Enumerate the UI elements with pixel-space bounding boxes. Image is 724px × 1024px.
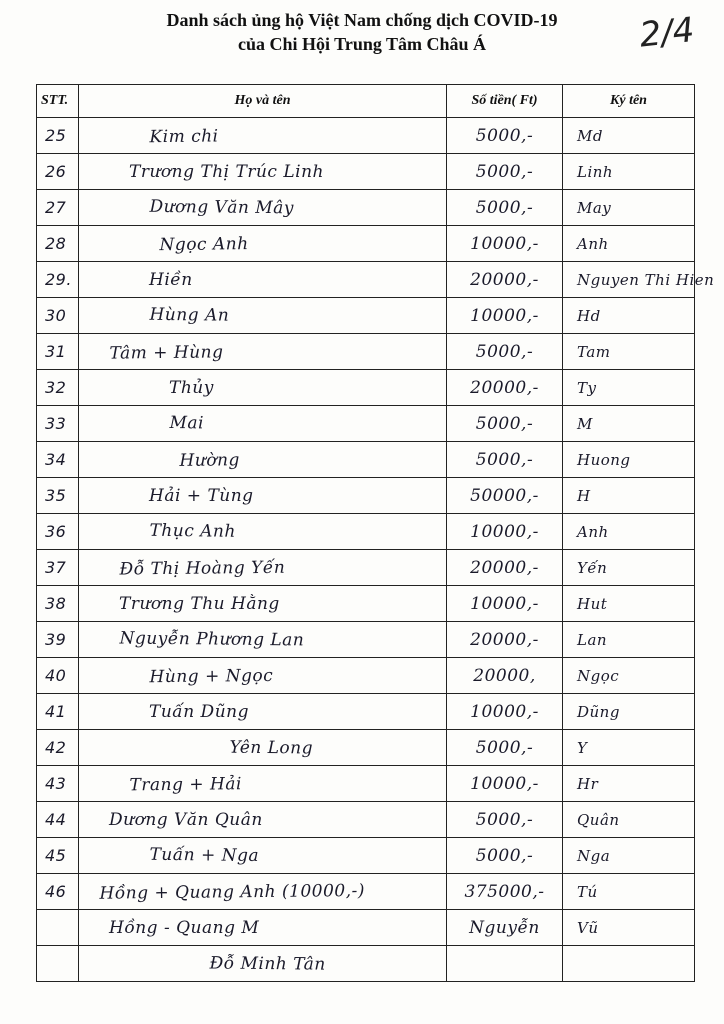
donation-amount: 5000,- <box>447 406 563 442</box>
donation-amount: 5000,- <box>447 154 563 190</box>
column-header-name: Họ và tên <box>79 85 447 118</box>
donor-name: Thục Anh <box>78 512 446 552</box>
row-number: 43 <box>37 766 79 802</box>
document-title <box>0 8 724 56</box>
table-row <box>37 370 695 406</box>
signature: Huong <box>563 442 695 478</box>
signature: May <box>563 190 695 226</box>
table-row <box>37 514 695 550</box>
table-row <box>37 190 695 226</box>
row-number: 42 <box>37 730 79 766</box>
donation-table <box>36 84 715 982</box>
table-row <box>37 154 695 190</box>
column-header-signature: Ký tên <box>563 85 695 118</box>
donation-amount: 5000,- <box>447 442 563 478</box>
donation-amount: 5000,- <box>447 838 563 874</box>
row-number: 46 <box>37 874 79 910</box>
donor-name: Dương Văn Quân <box>79 802 447 838</box>
signature: H <box>563 478 695 514</box>
row-number: 30 <box>37 298 79 334</box>
table-row <box>37 622 695 658</box>
donor-name: Tuấn + Nga <box>78 836 446 876</box>
signature: Md <box>563 118 695 154</box>
signature: Anh <box>563 226 695 262</box>
donation-amount: 20000, <box>447 658 563 694</box>
table-row <box>37 802 695 838</box>
donation-amount: 5000,- <box>447 190 563 226</box>
signature: Tú <box>563 874 695 910</box>
table-row <box>37 334 695 370</box>
table-row <box>37 766 695 802</box>
table-row <box>37 838 695 874</box>
table-row <box>37 406 695 442</box>
signature: Tam <box>563 334 695 370</box>
donor-name: Tâm + Hùng <box>78 332 446 372</box>
donor-name: Trang + Hải <box>78 764 446 804</box>
title-line-1: Danh sách ủng hộ Việt Nam chống dịch COVID-19 <box>166 10 558 30</box>
table-row <box>37 262 695 298</box>
donor-name: Thủy <box>79 370 447 406</box>
signature: Hut <box>563 586 695 622</box>
signature: Quân <box>563 802 695 838</box>
signature: Lan <box>563 622 695 658</box>
signature: Dũng <box>563 694 695 730</box>
row-number: 44 <box>37 802 79 838</box>
signature: Linh <box>563 154 695 190</box>
table-row <box>37 298 695 334</box>
title-line-2: của Chi Hội Trung Tâm Châu Á <box>237 34 487 54</box>
donor-name: Đỗ Minh Tân <box>78 944 446 984</box>
row-number: 26 <box>37 154 79 190</box>
donor-name: Hồng + Quang Anh (10000,-) <box>78 872 446 912</box>
signature: Anh <box>563 514 695 550</box>
donor-name: Yên Long <box>78 728 446 768</box>
donor-name: Hồng - Quang M <box>79 910 447 946</box>
donation-amount: 20000,- <box>447 550 563 586</box>
table-row <box>37 550 695 586</box>
row-number: 34 <box>37 442 79 478</box>
signature: Hr <box>563 766 695 802</box>
donation-amount <box>447 946 563 982</box>
table-row <box>37 946 695 982</box>
signature: Y <box>563 730 695 766</box>
donor-name: Hiền <box>79 262 447 298</box>
signature: Vũ <box>563 910 695 946</box>
donation-amount: Nguyễn <box>447 910 563 946</box>
row-number: 40 <box>37 658 79 694</box>
donation-amount: 10000,- <box>447 298 563 334</box>
column-header-stt: STT. <box>37 85 79 118</box>
row-number: 36 <box>37 514 79 550</box>
donation-amount: 5000,- <box>447 118 563 154</box>
row-number: 25 <box>37 118 79 154</box>
donor-name: Dương Văn Mây <box>78 188 446 228</box>
table-row <box>37 694 695 730</box>
donor-name: Trương Thị Trúc Linh <box>79 154 447 190</box>
row-number: 39 <box>37 622 79 658</box>
donation-amount: 50000,- <box>447 478 563 514</box>
row-number <box>37 946 79 982</box>
row-number: 41 <box>37 694 79 730</box>
signature: Yến <box>563 550 695 586</box>
table-row <box>37 586 695 622</box>
table-row <box>37 658 695 694</box>
row-number: 29. <box>37 262 79 298</box>
donation-amount: 5000,- <box>447 334 563 370</box>
donation-amount: 10000,- <box>447 766 563 802</box>
row-number: 37 <box>37 550 79 586</box>
donation-amount: 20000,- <box>447 622 563 658</box>
donor-name: Hùng + Ngọc <box>78 656 446 696</box>
row-number: 32 <box>37 370 79 406</box>
signature: Ngọc <box>563 658 695 694</box>
donor-name: Kim chi <box>78 116 446 156</box>
donation-amount: 5000,- <box>447 802 563 838</box>
donation-amount: 20000,- <box>447 370 563 406</box>
donation-amount: 5000,- <box>447 730 563 766</box>
donation-amount: 10000,- <box>447 586 563 622</box>
table-row <box>37 478 695 514</box>
row-number: 45 <box>37 838 79 874</box>
table-row <box>37 226 695 262</box>
donation-amount: 375000,- <box>447 874 563 910</box>
signature: Nguyen Thi Hien <box>563 262 695 298</box>
row-number: 31 <box>37 334 79 370</box>
donor-name: Trương Thu Hằng <box>79 586 447 622</box>
donor-name: Tuấn Dũng <box>79 694 447 730</box>
donor-name: Hải + Tùng <box>79 478 447 514</box>
signature: Ty <box>563 370 695 406</box>
donor-name: Ngọc Anh <box>78 224 446 264</box>
donor-name: Đỗ Thị Hoàng Yến <box>78 548 446 588</box>
signature: Nga <box>563 838 695 874</box>
column-header-amount: Số tiền( Ft) <box>447 85 563 118</box>
table-row <box>37 442 695 478</box>
signature <box>563 946 695 982</box>
donation-amount: 10000,- <box>447 514 563 550</box>
row-number: 33 <box>37 406 79 442</box>
row-number: 28 <box>37 226 79 262</box>
table-row <box>37 118 695 154</box>
page-number-mark: 2/4 <box>637 10 697 56</box>
donor-name: Mai <box>78 404 446 444</box>
row-number <box>37 910 79 946</box>
donor-name: Hùng An <box>78 296 446 336</box>
signature: M <box>563 406 695 442</box>
row-number: 27 <box>37 190 79 226</box>
table-row <box>37 730 695 766</box>
donation-amount: 20000,- <box>447 262 563 298</box>
donor-name: Hường <box>78 440 446 480</box>
table-row <box>37 874 695 910</box>
donation-amount: 10000,- <box>447 694 563 730</box>
row-number: 35 <box>37 478 79 514</box>
table-header-row <box>37 85 695 118</box>
donation-amount: 10000,- <box>447 226 563 262</box>
donor-name: Nguyễn Phương Lan <box>78 620 446 660</box>
table-row <box>37 910 695 946</box>
row-number: 38 <box>37 586 79 622</box>
signature: Hd <box>563 298 695 334</box>
